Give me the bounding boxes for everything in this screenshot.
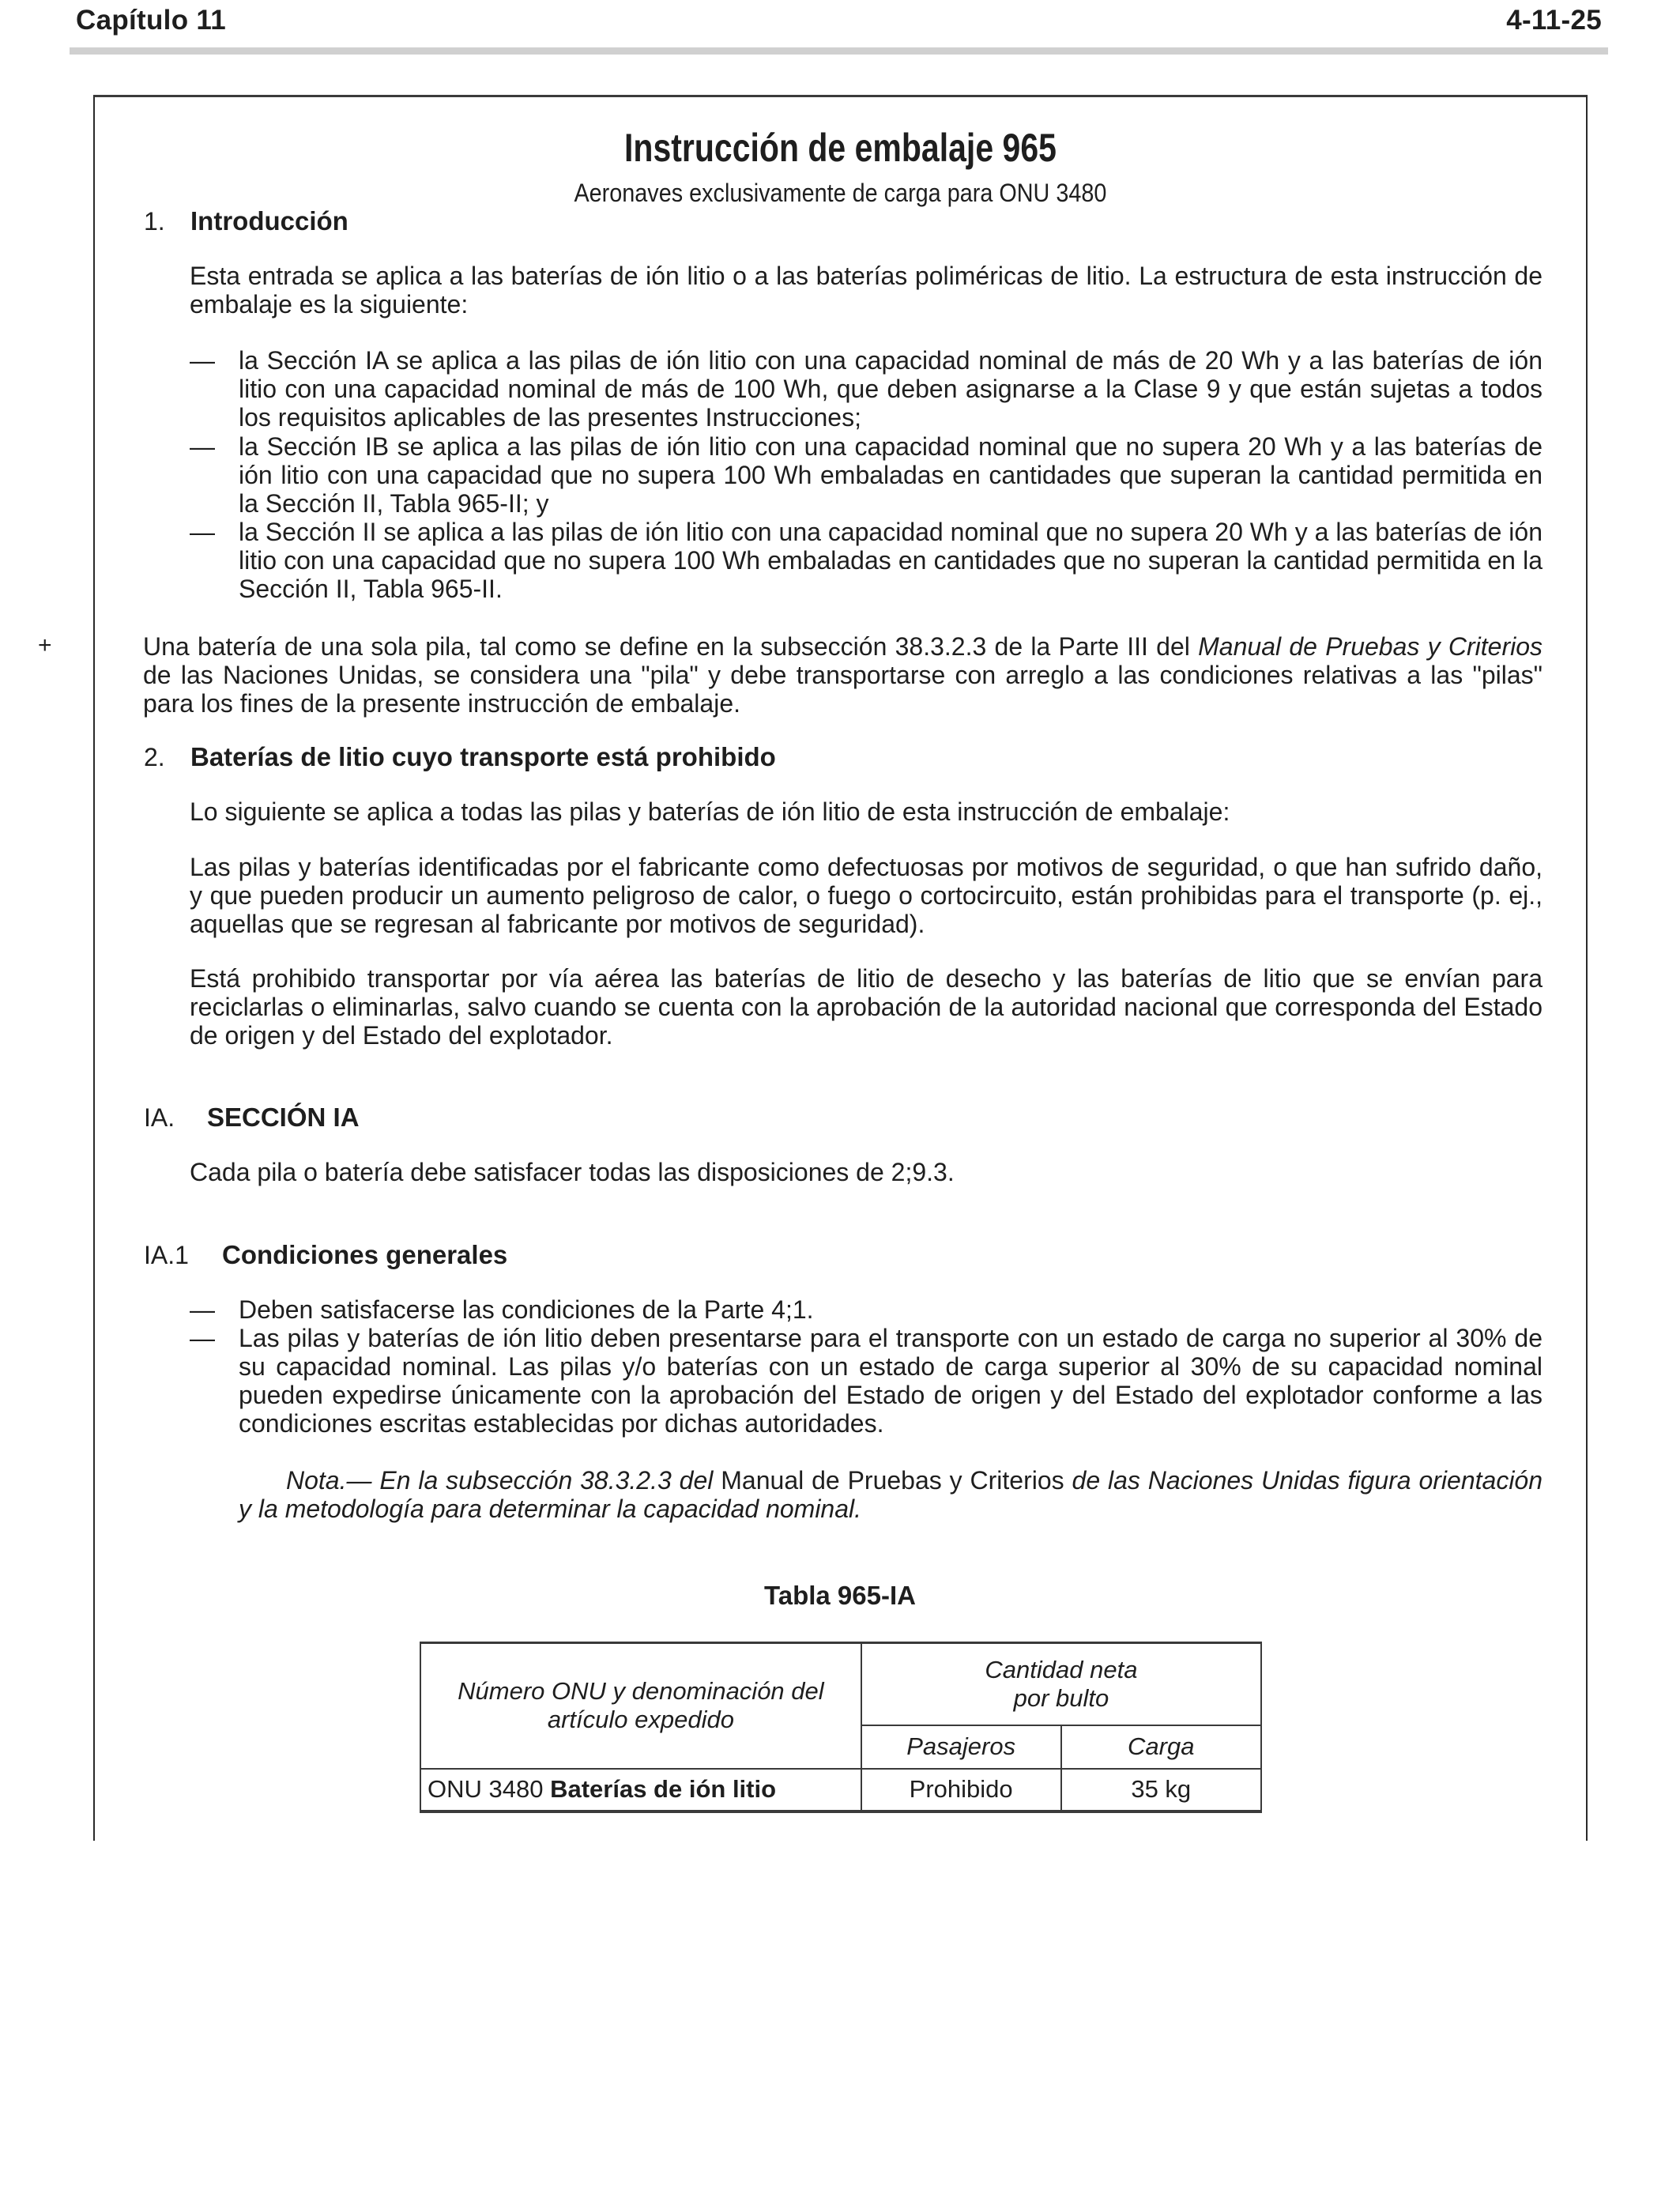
bullet-dash: — [190,1295,215,1324]
section-ia1-heading: Condiciones generales [222,1240,508,1269]
column-header-net-quantity [861,1643,1261,1725]
table-cell-article [420,1769,861,1811]
header-rule [70,47,1608,55]
prohibited-paragraph-1: Lo siguiente se aplica a todas las pilas y baterías de ión litio de esta instrucción de embalaje: [190,797,1230,826]
section-ia1-number: IA.1 [144,1241,189,1269]
note-paragraph [239,1466,1543,1523]
table-cell-cargo: 35 kg [1061,1769,1262,1811]
section-ia-heading: SECCIÓN IA [207,1103,360,1132]
condition-bullet-1: Deben satisfacerse las condiciones de la Parte 4;1. [239,1295,814,1324]
bullet-dash: — [190,518,215,546]
section-1-number: 1. [144,207,165,236]
bullet-dash: — [190,1324,215,1352]
bullet-item-section-ia: la Sección IA se aplica a las pilas de ión litio con una capacidad nominal de más de 20 Wh y a las baterías de ión litio con una capacidad nominal de más de 100 Wh, que deben asignarse a la Clase 9 y que están sujetas a todos los requisitos aplicables de las presentes Instrucciones; [239,346,1543,432]
single-cell-paragraph [143,632,1543,718]
bullet-dash: — [190,346,215,375]
manual-title-italic: Manual de Pruebas y Criterios [1198,632,1543,661]
article-name: Baterías de ión litio [550,1775,777,1803]
table-caption: Tabla 965-IA [764,1581,916,1610]
intro-paragraph: Esta entrada se aplica a las baterías de ión litio o a las baterías poliméricas de litio. La estructura de esta instrucción de embalaje es la siguiente: [190,262,1543,319]
page-title [0,125,1680,171]
page-title-text: Instrucción de embalaje 965 [623,126,1057,170]
note-text: Nota.— En la subsección 38.3.2.3 del [286,1466,721,1495]
net-quantity-line-1: Cantidad neta [985,1655,1138,1683]
page-number: 4-11-25 [1506,5,1602,36]
column-header-passengers: Pasajeros [861,1725,1061,1769]
table-965-ia [420,1642,1262,1813]
prohibited-paragraph-3: Está prohibido transportar por vía aérea las baterías de litio de desecho y las baterías de litio que se envían para reciclarlas o eliminarlas, salvo cuando se cuenta con la aprobación de la autoridad nacional que corresponda del Estado de origen y del Estado del explotador. [190,964,1543,1050]
section-ia-number: IA. [144,1103,175,1132]
note-text: de las Naciones Unidas figura orientación y la metodología para determinar la capacidad nominal. [239,1466,1543,1523]
bullet-dash: — [190,432,215,461]
chapter-label: Capítulo 11 [76,5,227,36]
prohibited-paragraph-2: Las pilas y baterías identificadas por el fabricante como defectuosas por motivos de seguridad, o que han sufrido daño, y que pueden producir un aumento peligroso de calor, o fuego o cortocircuito, están prohibidas para el transporte (p. ej., aquellas que se regresan al fabricante por motivos de seguridad). [190,853,1543,938]
manual-title-upright: Manual de Pruebas y Criterios [721,1466,1064,1495]
text-run: de las Naciones Unidas, se considera una "pila" y debe transportarse con arreglo a las condiciones relativas a las "pilas" para los fines de la presente instrucción de embalaje. [143,661,1543,718]
column-header-cargo: Carga [1061,1725,1262,1769]
section-2-heading: Baterías de litio cuyo transporte está prohibido [190,742,776,771]
column-header-un-number: Número ONU y denominación del artículo expedido [420,1643,861,1769]
bullet-item-section-ii: la Sección II se aplica a las pilas de ión litio con una capacidad nominal que no supera 20 Wh y a las baterías de ión litio con una capacidad que no supera 100 Wh embaladas en cantidades que no superan la cantidad permitida en la Sección II, Tabla 965-II. [239,518,1543,603]
section-ia-paragraph: Cada pila o batería debe satisfacer todas las disposiciones de 2;9.3. [190,1158,955,1186]
page-subtitle-text: Aeronaves exclusivamente de carga para ONU 3480 [574,179,1106,207]
bullet-item-section-ib: la Sección IB se aplica a las pilas de ión litio con una capacidad nominal que no supera 20 Wh y a las baterías de ión litio con una capacidad que no supera 100 Wh embaladas en cantidades que superan la cantidad permitida en la Sección II, Tabla 965-II; y [239,432,1543,518]
section-1-heading: Introducción [190,206,348,236]
un-number: ONU 3480 [428,1775,544,1803]
page-subtitle [0,179,1680,208]
change-marker: + [38,632,52,658]
section-2-number: 2. [144,743,165,771]
net-quantity-line-2: por bulto [1013,1683,1109,1712]
table-cell-passengers: Prohibido [861,1769,1061,1811]
condition-bullet-2: Las pilas y baterías de ión litio deben presentarse para el transporte con un estado de carga no superior al 30% de su capacidad nominal. Las pilas y/o baterías con un estado de carga superior al 30% de su capacidad nominal pueden expedirse únicamente con la aprobación del Estado de origen y del Estado del explotador conforme a las condiciones escritas establecidas por dichas autoridades. [239,1324,1543,1438]
text-run: Una batería de una sola pila, tal como se define en la subsección 38.3.2.3 de la Parte III del [143,632,1199,661]
